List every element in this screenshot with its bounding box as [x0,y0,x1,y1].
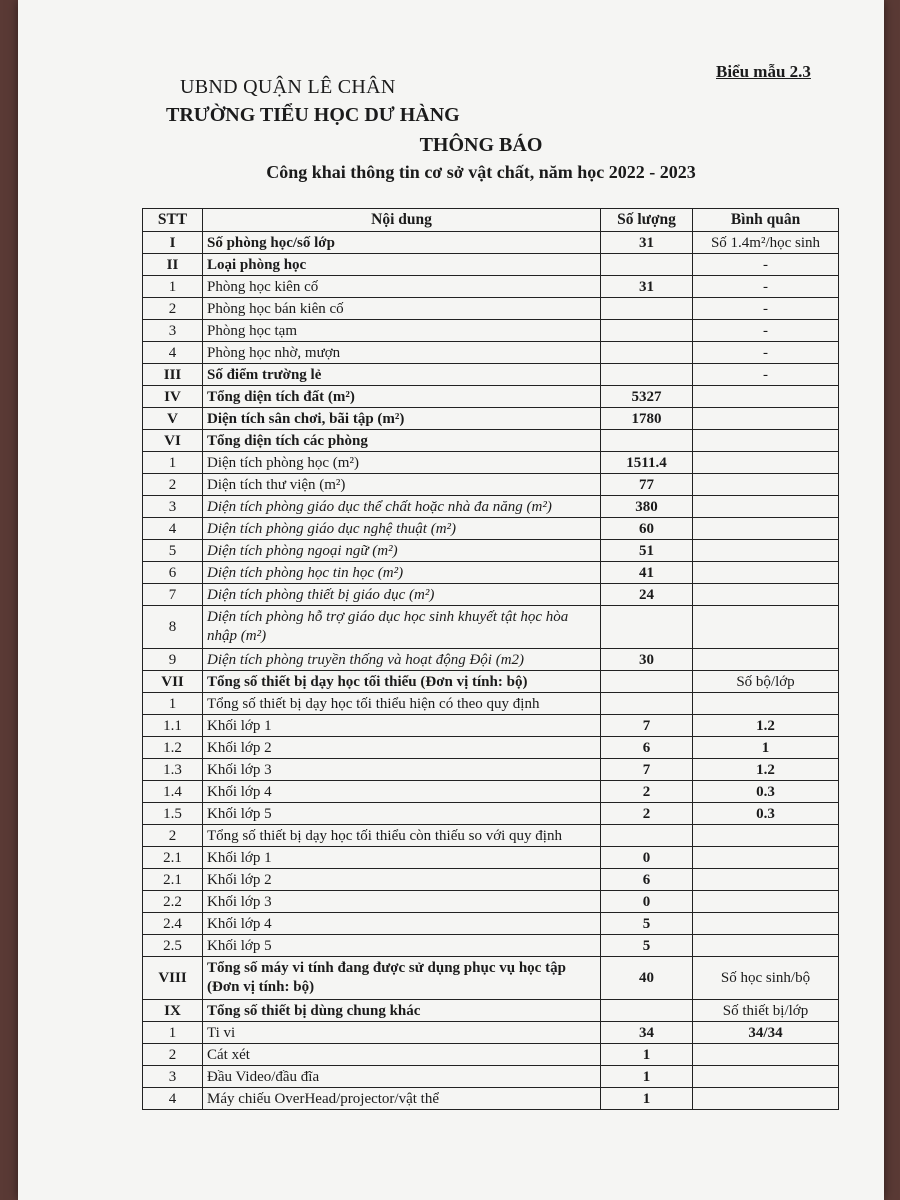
row-stt: VIII [143,957,203,1000]
row-quantity [601,320,693,342]
row-quantity: 2 [601,781,693,803]
row-stt: 1 [143,693,203,715]
row-content: Diện tích phòng truyền thống và hoạt động Đội (m2) [203,649,601,671]
row-stt: IV [143,386,203,408]
row-stt: 6 [143,562,203,584]
table-row [143,737,839,759]
table-row [143,364,839,386]
row-stt: 1.5 [143,803,203,825]
row-average [693,430,839,452]
row-quantity: 2 [601,803,693,825]
table-row [143,715,839,737]
row-quantity: 60 [601,518,693,540]
row-stt: 1 [143,452,203,474]
table-row [143,320,839,342]
row-content: Diện tích phòng giáo dục thể chất hoặc nhà đa năng (m²) [203,496,601,518]
row-quantity: 34 [601,1022,693,1044]
row-average [693,496,839,518]
row-quantity: 31 [601,232,693,254]
table-row [143,474,839,496]
row-average: 0.3 [693,803,839,825]
document-title: THÔNG BÁO [419,134,543,156]
row-stt: VII [143,671,203,693]
row-average: - [693,298,839,320]
facilities-table [142,208,839,1110]
row-stt: 2 [143,1044,203,1066]
row-average: Số 1.4m²/học sinh [693,232,839,254]
row-content: Phòng học kiên cố [203,276,601,298]
row-stt: IX [143,1000,203,1022]
table-row [143,562,839,584]
row-stt: 9 [143,649,203,671]
table-row [143,957,839,1000]
row-content: Máy chiếu OverHead/projector/vật thể [203,1088,601,1110]
table-row [143,891,839,913]
row-average [693,825,839,847]
row-stt: 2.4 [143,913,203,935]
row-stt: 1 [143,1022,203,1044]
table-row [143,649,839,671]
row-average [693,408,839,430]
row-quantity: 0 [601,891,693,913]
row-average [693,1066,839,1088]
row-stt: 2.1 [143,847,203,869]
row-content: Khối lớp 2 [203,737,601,759]
row-stt: 3 [143,496,203,518]
row-average: Số học sinh/bộ [693,957,839,1000]
table-row [143,803,839,825]
row-stt: I [143,232,203,254]
table-row [143,342,839,364]
row-quantity: 40 [601,957,693,1000]
row-stt: 1 [143,276,203,298]
row-stt: 7 [143,584,203,606]
row-quantity: 7 [601,715,693,737]
row-average [693,693,839,715]
row-average [693,1088,839,1110]
row-content: Tổng số thiết bị dạy học tối thiểu hiện có theo quy định [203,693,601,715]
row-content: Phòng học bán kiên cố [203,298,601,320]
row-average: - [693,254,839,276]
row-average [693,891,839,913]
row-content: Diện tích phòng ngoại ngữ (m²) [203,540,601,562]
row-content: Tổng số máy vi tính đang được sử dụng phục vụ học tập (Đơn vị tính: bộ) [203,957,601,1000]
row-content: Diện tích phòng học (m²) [203,452,601,474]
table-row [143,496,839,518]
row-average [693,869,839,891]
header-quantity: Số lượng [601,209,693,232]
row-average [693,540,839,562]
row-content: Đầu Video/đầu đĩa [203,1066,601,1088]
table-row [143,408,839,430]
row-quantity: 1 [601,1044,693,1066]
table-row [143,1044,839,1066]
row-quantity [601,671,693,693]
row-quantity [601,1000,693,1022]
row-stt: 2.2 [143,891,203,913]
row-content: Diện tích phòng học tin học (m²) [203,562,601,584]
row-quantity: 51 [601,540,693,562]
row-average: 1.2 [693,715,839,737]
row-average [693,518,839,540]
row-content: Số phòng học/số lớp [203,232,601,254]
table-row [143,869,839,891]
table-row [143,584,839,606]
header-average: Bình quân [693,209,839,232]
table-row [143,298,839,320]
row-stt: III [143,364,203,386]
row-average: 34/34 [693,1022,839,1044]
row-stt: 4 [143,342,203,364]
table-row [143,232,839,254]
row-quantity: 0 [601,847,693,869]
row-average [693,452,839,474]
row-stt: 4 [143,1088,203,1110]
authority-name: UBND QUẬN LÊ CHÂN [180,76,396,98]
row-stt: V [143,408,203,430]
row-stt: 2.1 [143,869,203,891]
row-average [693,1044,839,1066]
row-content: Số điểm trường lẻ [203,364,601,386]
row-stt: 3 [143,320,203,342]
row-content: Tổng diện tích đất (m²) [203,386,601,408]
table-row [143,430,839,452]
row-content: Phòng học tạm [203,320,601,342]
row-content: Diện tích sân chơi, bãi tập (m²) [203,408,601,430]
row-content: Tổng số thiết bị dạy học tối thiểu còn thiếu so với quy định [203,825,601,847]
row-content: Phòng học nhờ, mượn [203,342,601,364]
row-stt: 1.2 [143,737,203,759]
row-quantity: 31 [601,276,693,298]
row-quantity: 1780 [601,408,693,430]
row-content: Ti vi [203,1022,601,1044]
row-content: Tổng diện tích các phòng [203,430,601,452]
row-content: Diện tích phòng thiết bị giáo dục (m²) [203,584,601,606]
row-quantity: 5327 [601,386,693,408]
table-body [143,232,839,1110]
table-row [143,254,839,276]
row-content: Tổng số thiết bị dạy học tối thiểu (Đơn vị tính: bộ) [203,671,601,693]
row-average: 0.3 [693,781,839,803]
form-code: Biểu mẫu 2.3 [716,62,811,81]
table-row [143,386,839,408]
row-average [693,935,839,957]
row-average: 1 [693,737,839,759]
row-stt: 1.3 [143,759,203,781]
row-content: Cát xét [203,1044,601,1066]
table-row [143,825,839,847]
table-row [143,518,839,540]
table-row [143,540,839,562]
row-content: Diện tích phòng giáo dục nghệ thuật (m²) [203,518,601,540]
row-quantity: 30 [601,649,693,671]
row-quantity: 77 [601,474,693,496]
row-stt: II [143,254,203,276]
row-quantity: 41 [601,562,693,584]
row-content: Khối lớp 5 [203,803,601,825]
row-quantity [601,342,693,364]
school-name: TRƯỜNG TIỂU HỌC DƯ HÀNG [166,104,460,126]
row-average: 1.2 [693,759,839,781]
row-content: Khối lớp 4 [203,781,601,803]
row-stt: 2 [143,474,203,496]
row-content: Khối lớp 2 [203,869,601,891]
row-average [693,606,839,649]
row-content: Loại phòng học [203,254,601,276]
row-quantity: 380 [601,496,693,518]
row-stt: 8 [143,606,203,649]
table-row [143,913,839,935]
row-average: - [693,364,839,386]
row-average [693,649,839,671]
table-row [143,671,839,693]
row-average [693,584,839,606]
table-row [143,847,839,869]
row-content: Diện tích phòng hỗ trợ giáo dục học sinh khuyết tật học hòa nhập (m²) [203,606,601,649]
table-row [143,452,839,474]
row-content: Khối lớp 3 [203,891,601,913]
row-quantity [601,430,693,452]
table-row [143,1088,839,1110]
row-quantity: 1 [601,1066,693,1088]
row-stt: 2 [143,298,203,320]
row-average: - [693,320,839,342]
table-header-row [143,209,839,232]
row-content: Khối lớp 1 [203,715,601,737]
row-quantity [601,364,693,386]
row-stt: 1.1 [143,715,203,737]
row-quantity [601,298,693,320]
row-stt: 4 [143,518,203,540]
row-quantity [601,825,693,847]
row-stt: 1.4 [143,781,203,803]
row-stt: 2 [143,825,203,847]
row-average: Số bộ/lớp [693,671,839,693]
table-row [143,781,839,803]
table-row [143,1022,839,1044]
row-quantity [601,254,693,276]
row-stt: 3 [143,1066,203,1088]
row-content: Tổng số thiết bị dùng chung khác [203,1000,601,1022]
row-average [693,847,839,869]
row-quantity: 1 [601,1088,693,1110]
row-average: - [693,342,839,364]
row-content: Khối lớp 3 [203,759,601,781]
document-subtitle: Công khai thông tin cơ sở vật chất, năm học 2022 - 2023 [266,162,696,182]
table-row [143,606,839,649]
row-stt: 2.5 [143,935,203,957]
table-row [143,693,839,715]
table-row [143,1000,839,1022]
row-stt: 5 [143,540,203,562]
row-quantity: 24 [601,584,693,606]
row-average: - [693,276,839,298]
row-content: Diện tích thư viện (m²) [203,474,601,496]
row-average [693,474,839,496]
row-quantity: 6 [601,869,693,891]
table-row [143,276,839,298]
header-stt: STT [143,209,203,232]
row-quantity [601,693,693,715]
header-content: Nội dung [203,209,601,232]
row-quantity: 7 [601,759,693,781]
row-average [693,562,839,584]
row-quantity [601,606,693,649]
table-row [143,759,839,781]
row-quantity: 5 [601,913,693,935]
row-content: Khối lớp 5 [203,935,601,957]
row-average: Số thiết bị/lớp [693,1000,839,1022]
row-stt: VI [143,430,203,452]
row-quantity: 5 [601,935,693,957]
row-average [693,913,839,935]
row-quantity: 1511.4 [601,452,693,474]
table-row [143,1066,839,1088]
row-average [693,386,839,408]
row-content: Khối lớp 4 [203,913,601,935]
row-quantity: 6 [601,737,693,759]
row-content: Khối lớp 1 [203,847,601,869]
table-row [143,935,839,957]
